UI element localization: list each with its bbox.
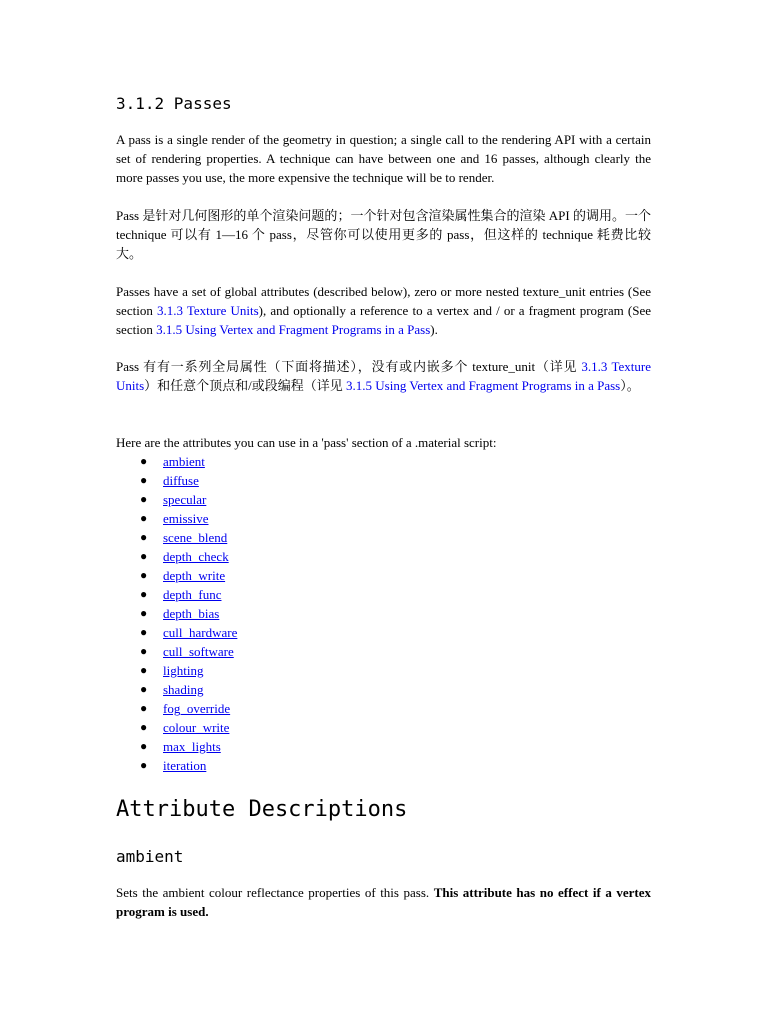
bullet-icon: ● [140, 606, 148, 620]
attribute-link-depth-bias[interactable]: depth_bias [163, 606, 220, 621]
attribute-link-cull-software[interactable]: cull_software [163, 644, 234, 659]
bullet-icon: ● [140, 720, 148, 734]
bullet-icon: ● [140, 739, 148, 753]
attribute-link-shading[interactable]: shading [163, 682, 204, 697]
attribute-link-ambient[interactable]: ambient [163, 454, 205, 469]
text-segment: Passes have a set of global attributes (described below), zero or more nested texture_unit entries (See section [116, 284, 651, 318]
list-item [116, 585, 237, 604]
list-item [116, 490, 237, 509]
vertex-fragment-programs-link[interactable]: 3.1.5 Using Vertex and Fragment Programs in a Pass [346, 378, 621, 393]
attribute-link-iteration[interactable]: iteration [163, 758, 207, 773]
texture-units-link[interactable]: 3.1.3 Texture Units [156, 303, 259, 318]
bullet-icon: ● [140, 682, 148, 696]
ambient-description [116, 883, 651, 921]
bullet-icon: ● [140, 492, 148, 506]
attribute-link-depth-check[interactable]: depth_check [163, 549, 229, 564]
attributes-intro: Here are the attributes you can use in a 'pass' section of a .material script: [116, 435, 497, 450]
text-segment: ）。 [620, 378, 640, 393]
bullet-icon: ● [140, 644, 148, 658]
attribute-link-specular[interactable]: specular [163, 492, 207, 507]
attribute-link-emissive[interactable]: emissive [163, 511, 209, 526]
attribute-link-scene-blend[interactable]: scene_blend [163, 530, 228, 545]
vertex-fragment-programs-link[interactable]: 3.1.5 Using Vertex and Fragment Programs in a Pass [156, 322, 431, 337]
global-attributes-paragraph-chinese [116, 357, 651, 395]
list-item [116, 756, 237, 775]
bullet-icon: ● [140, 701, 148, 715]
text-segment: ). [430, 322, 438, 337]
bullet-icon: ● [140, 473, 148, 487]
attribute-link-depth-write[interactable]: depth_write [163, 568, 226, 583]
list-item [116, 661, 237, 680]
attribute-link-colour-write[interactable]: colour_write [163, 720, 230, 735]
list-item [116, 737, 237, 756]
attribute-link-max-lights[interactable]: max_lights [163, 739, 221, 754]
intro-paragraph: A pass is a single render of the geometry in question; a single call to the rendering API with a certain set of rendering properties. A technique can have between one and 16 passes, although clearly the more passes you use, the more expensive the technique will be to render. [116, 132, 651, 185]
bullet-icon: ● [140, 568, 148, 582]
list-item [116, 566, 237, 585]
list-item [116, 471, 237, 490]
bullet-icon: ● [140, 758, 148, 772]
attribute-descriptions-heading: Attribute Descriptions [116, 797, 408, 822]
text-segment: Pass 有有一系列全局属性（下面将描述），没有或内嵌多个 texture_unit（详见 [116, 359, 582, 374]
section-title: 3.1.2 Passes [116, 94, 232, 113]
bullet-icon: ● [140, 454, 148, 468]
list-item [116, 547, 237, 566]
attribute-list [116, 452, 237, 775]
list-item [116, 718, 237, 737]
attribute-link-lighting[interactable]: lighting [163, 663, 204, 678]
list-item [116, 699, 237, 718]
list-item [116, 528, 237, 547]
ambient-heading: ambient [116, 847, 184, 866]
global-attributes-paragraph [116, 282, 651, 339]
attribute-link-depth-func[interactable]: depth_func [163, 587, 222, 602]
bold-note: This attribute has no effect if a vertex program is used. [116, 885, 651, 919]
bullet-icon: ● [140, 625, 148, 639]
bullet-icon: ● [140, 587, 148, 601]
bullet-icon: ● [140, 530, 148, 544]
text-segment: ), and optionally a reference to a vertex and / or a fragment program (See section [116, 303, 651, 337]
list-item [116, 680, 237, 699]
attribute-link-cull-hardware[interactable]: cull_hardware [163, 625, 238, 640]
bullet-icon: ● [140, 511, 148, 525]
texture-units-link[interactable]: 3.1.3 Texture Units [116, 359, 651, 393]
list-item [116, 623, 237, 642]
attribute-link-diffuse[interactable]: diffuse [163, 473, 199, 488]
text-segment: ）和任意个顶点和/或段编程（详见 [144, 378, 347, 393]
list-item [116, 509, 237, 528]
intro-paragraph-chinese: Pass 是针对几何图形的单个渲染问题的；一个针对包含渲染属性集合的渲染 API 的调用。一个 technique 可以有 1—16 个 pass，尽管你可以使用更多的 pass，但这样的 technique 耗费比较大。 [116, 208, 651, 261]
text-segment: Sets the ambient colour reflectance properties of this pass. [116, 885, 434, 900]
bullet-icon: ● [140, 663, 148, 677]
bullet-icon: ● [140, 549, 148, 563]
attribute-link-fog-override[interactable]: fog_override [163, 701, 231, 716]
list-item [116, 604, 237, 623]
list-item [116, 452, 237, 471]
list-item [116, 642, 237, 661]
